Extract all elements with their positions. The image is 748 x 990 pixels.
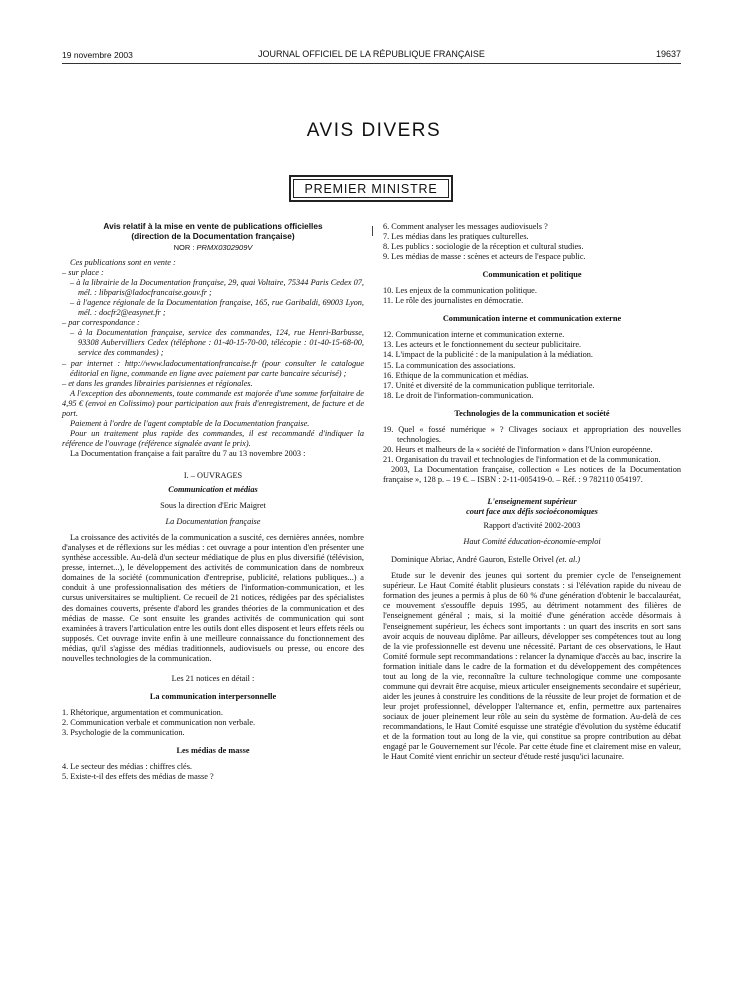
list-item: 10. Les enjeux de la communication politique. <box>383 286 537 296</box>
agence-address: – à l'agence régionale de la Documentation française, 165, rue Garibaldi, 69003 Lyon, mél. : docfr2@easynet.fr ; <box>70 298 364 318</box>
list-item: 1. Rhétorique, argumentation et communication. <box>62 707 223 717</box>
report-subtitle: court face aux défis socioéconomiques <box>466 507 598 517</box>
list-item: 21. Organisation du travail et technologies de l'information et de la communication. <box>383 454 661 464</box>
page-header <box>62 48 681 62</box>
list-item: 20. Heurs et malheurs de la « société de l'information » dans l'Union européenne. <box>383 444 653 454</box>
header-page-number: 19637 <box>655 49 681 59</box>
paiement-text: Paiement à l'ordre de l'agent comptable de la Documentation française. <box>70 418 310 428</box>
header-date: 19 novembre 2003 <box>62 50 133 60</box>
list-item: 11. Le rôle des journalistes en démocratie. <box>383 296 524 306</box>
list-technologies <box>383 425 681 465</box>
exception-text: A l'exception des abonnements, toute commande est majorée d'une somme forfaitaire de 4,95 € (envoi en Colissimo) pour participation aux frais d'enregistrement, de facture et de port. <box>62 388 364 418</box>
report-type: Rapport d'activité 2002-2003 <box>483 521 581 531</box>
list-item: 18. Le droit de l'information-communication. <box>383 390 534 400</box>
internet-info: – par internet : http://www.ladocumentationfrancaise.fr (pour consulter le catalogue éditorial en ligne, commande en ligne avec paiement par carte bancaire sécurisé) ; <box>62 358 364 378</box>
heading-interne: Communication interne et communication externe <box>442 314 622 324</box>
section-box <box>289 175 453 202</box>
book-reference: 2003, La Documentation française, collection « Les notices de la Documentation française », 128 p. – 19 €. – ISBN : 2-11-005419-0. – Réf. : 9 782110 054197. <box>383 464 681 484</box>
report-authors-names: Dominique Abriac, André Gauron, Estelle Orivel <box>391 555 554 565</box>
column-divider <box>372 226 373 236</box>
list-masse <box>62 762 364 782</box>
list-item: 19. Quel « fossé numérique » ? Clivages sociaux et appropriation des nouvelles technologies. <box>383 424 681 444</box>
report-publisher: Haut Comité éducation-économie-emploi <box>463 537 601 547</box>
book-director: Sous la direction d'Eric Maigret <box>160 501 266 511</box>
sur-place-heading: – sur place : <box>62 268 104 278</box>
list-masse-continued <box>383 222 681 262</box>
notice-title: Avis relatif à la mise en vente de publications officielles <box>103 221 323 231</box>
report-authors-etal: (et. al.) <box>555 555 581 565</box>
report-title: L'enseignement supérieur <box>487 497 577 507</box>
main-title: AVIS DIVERS <box>306 120 442 141</box>
list-interpersonnelle <box>62 708 364 738</box>
right-column <box>383 222 681 762</box>
list-politique <box>383 286 681 306</box>
list-item: 13. Les acteurs et le fonctionnement du secteur publicitaire. <box>383 340 582 350</box>
ouvrages-heading: I. – OUVRAGES <box>183 470 243 480</box>
book-description: La croissance des activités de la communication a suscité, ces dernières années, nombre d'analyses et de réflexions sur les médias : cet ouvrage a pour intention d'en présenter une synthèse accessible. Au-delà d'un secteur médiatique de plus en plus diversifié (télévision, presse, internet...), le développement des activités de communication dans de nombreux domaines de la société (communication d'entreprise, publicité, relations publiques...) a conduit à une professionnalisation des métiers de l'information-communication, et les cursus universitaires se multiplient. Ce recueil de 21 notices, rédigées par des spécialistes des domaines couverts, présente d'abord les grandes théories de la communication et des médias de masse. Ce sont ensuite les grandes activités de communication qui sont examinées à travers l'articulation entre les outils dont elles disposent et leurs effets réels ou supposés. Cet ouvrage invite enfin à une meilleure connaissance du fonctionnement des médias, qu'il s'agisse des médias traditionnels, audiovisuels ou presse, ou encore des nouvelles technologies de la communication. <box>62 533 364 663</box>
notice-subtitle: (direction de la Documentation française) <box>131 230 295 241</box>
heading-interpersonnelle: La communication interpersonnelle <box>149 691 277 701</box>
list-item: 17. Unité et diversité de la communication publique territoriale. <box>383 380 595 390</box>
heading-masse: Les médias de masse <box>176 746 250 756</box>
list-item: 3. Psychologie de la communication. <box>62 727 185 737</box>
section-box-label: PREMIER MINISTRE <box>293 179 449 198</box>
report-description: Etude sur le devenir des jeunes qui sortent du premier cycle de l'enseignement supérieur. Le Haut Comité établit plusieurs constats : si l'élévation rapide du niveau de formation des jeunes a permis à plus de 60 % d'une génération d'obtenir le baccalauréat, ce mouvement s'essouffle depuis 1995, au détriment notamment des filières de l'enseignement général ; mais, si la moitié d'une génération accède désormais à l'enseignement supérieur, les échecs sont importants : un quart des inscrits en sort sans avoir acquis de nouveau diplôme. Par ailleurs, développer ses compétences tout au long de la vie professionnelle est devenu une nécessité. Partant de ces observations, le Haut Comité formule sept recommandations : relancer la dynamique d'accès au bac, inscrire la formation initiale dans le cadre de la formation et du développement des compétences tout au long de la vie, reconnaître la culture technologique comme une composante commune qui devrait être acquise, mieux articuler enseignements secondaire et supérieur, aider les jeunes à construire les conditions de la réussite de leur projet de formation et de leur projet professionnel, développer l'alternance et, enfin, permettre aux partenaires sociaux de jouer pleinement leur rôle au sein du système de formation. Au-delà de ces recommandations, le Haut Comité esquisse une stratégie d'évolution du système éducatif et de la formation tout au long de la vie, qui constitue sa propre contribution au débat engagé par le Gouvernement sur l'école. Par cette étude fine et clairement mise en valeur, le Haut Comité vient enrichir un secteur d'étude resté jusqu'ici lacunaire. <box>383 571 681 762</box>
list-item: 7. Les médias dans les pratiques culturelles. <box>383 232 529 242</box>
report-authors <box>383 555 681 565</box>
heading-politique: Communication et politique <box>482 270 582 280</box>
list-interne <box>383 330 681 400</box>
correspondance-address: – à la Documentation française, service des commandes, 124, rue Henri-Barbusse, 93308 Aubervilliers Cedex (téléphone : 01-40-15-70-00, télécopie : 01-40-15-68-00, service des commandes) ; <box>70 328 364 358</box>
intro-text: Ces publications sont en vente : <box>70 258 176 268</box>
librairie-address: – à la librairie de la Documentation française, 29, quai Voltaire, 75344 Paris Cedex 07, mél. : libparis@ladocfrancaise.gouv.fr ; <box>70 278 364 298</box>
traitement-text: Pour un traitement plus rapide des commandes, il est recommandé d'indiquer la référence de l'ouvrage (référence signalée avant le prix). <box>62 428 364 448</box>
parution-text: La Documentation française a fait paraître du 7 au 13 novembre 2003 : <box>70 448 306 458</box>
librairies-info: – et dans les grandes librairies parisiennes et régionales. <box>62 378 253 388</box>
header-journal-title: JOURNAL OFFICIEL DE LA RÉPUBLIQUE FRANÇAISE <box>258 49 485 59</box>
heading-technologies: Technologies de la communication et société <box>454 408 610 418</box>
list-item: 12. Communication interne et communication externe. <box>383 330 565 340</box>
list-item: 16. Ethique de la communication et médias. <box>383 370 529 380</box>
list-item: 4. Le secteur des médias : chiffres clés. <box>62 762 193 772</box>
header-rule <box>62 63 681 64</box>
notices-detail-heading: Les 21 notices en détail : <box>171 673 255 683</box>
list-item: 6. Comment analyser les messages audiovisuels ? <box>383 222 548 231</box>
list-item: 5. Existe-t-il des effets des médias de masse ? <box>62 772 214 782</box>
list-item: 14. L'impact de la publicité : de la manipulation à la médiation. <box>383 350 594 360</box>
list-item: 8. Les publics : sociologie de la réception et cultural studies. <box>383 242 584 252</box>
book-title: Communication et médias <box>168 485 258 495</box>
list-item: 9. Les médias de masse : scènes et acteurs de l'espace public. <box>383 252 586 262</box>
left-column <box>62 222 364 782</box>
nor-label: NOR : <box>173 243 195 252</box>
nor-reference <box>62 243 364 253</box>
list-item: 2. Communication verbale et communication non verbale. <box>62 717 256 727</box>
list-item: 15. La communication des associations. <box>383 360 516 370</box>
book-publisher: La Documentation française <box>165 517 261 527</box>
correspondance-heading: – par correspondance : <box>62 318 140 328</box>
nor-value: PRMX0302909V <box>196 243 253 252</box>
